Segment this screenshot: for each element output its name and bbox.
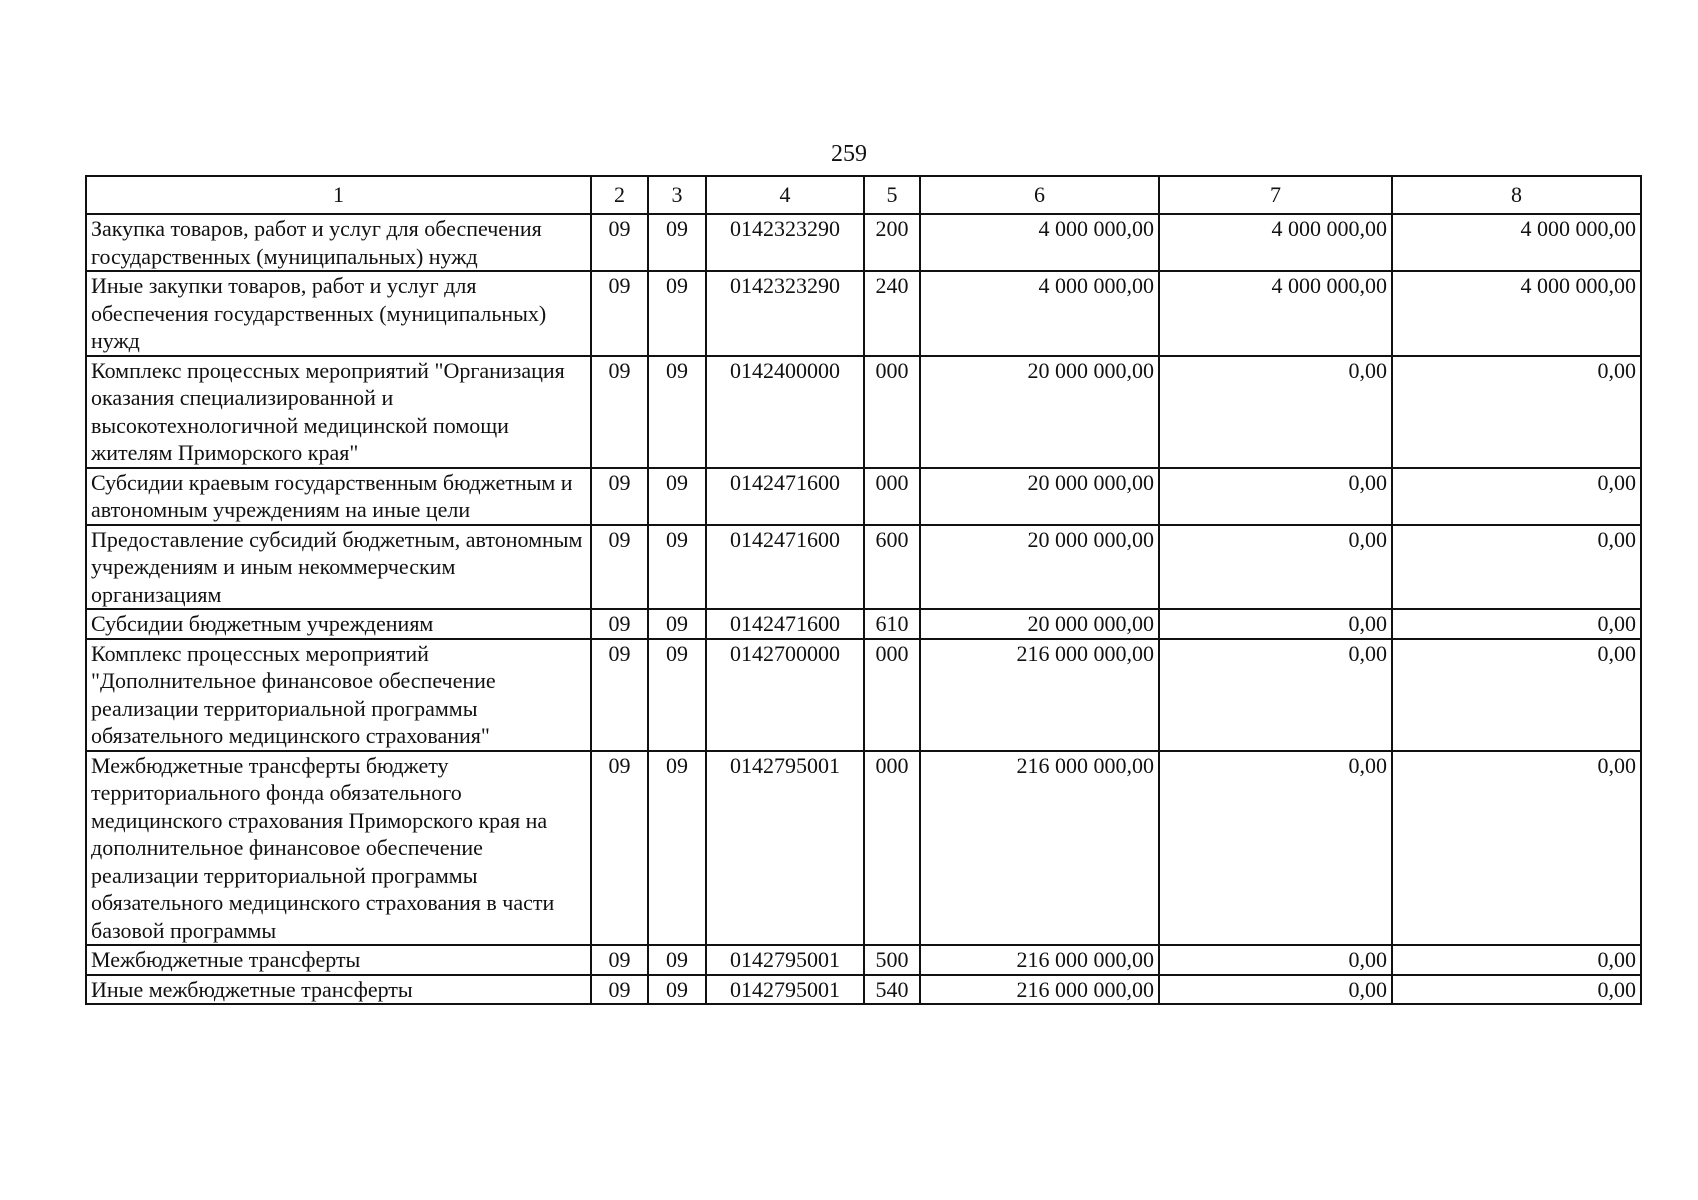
table-row: [86, 214, 1641, 271]
amount-col-7: 0,00: [1159, 609, 1392, 639]
section-code: 09: [591, 751, 648, 946]
section-code: 09: [591, 468, 648, 525]
column-header: 5: [864, 176, 920, 214]
table-row: [86, 975, 1641, 1005]
expense-type-code: 600: [864, 525, 920, 610]
column-header: 4: [706, 176, 864, 214]
row-name: Субсидии краевым государственным бюджетным и автономным учреждениям на иные цели: [86, 468, 591, 525]
target-article-code: 0142471600: [706, 525, 864, 610]
row-name: Закупка товаров, работ и услуг для обеспечения государственных (муниципальных) нужд: [86, 214, 591, 271]
amount-col-6: 4 000 000,00: [920, 271, 1159, 356]
column-header: 8: [1392, 176, 1641, 214]
page-number: 259: [831, 141, 867, 167]
expense-type-code: 610: [864, 609, 920, 639]
column-header: 1: [86, 176, 591, 214]
target-article-code: 0142323290: [706, 214, 864, 271]
section-code: 09: [591, 639, 648, 751]
amount-col-8: 0,00: [1392, 356, 1641, 468]
target-article-code: 0142700000: [706, 639, 864, 751]
section-code: 09: [591, 609, 648, 639]
amount-col-8: 0,00: [1392, 609, 1641, 639]
subsection-code: 09: [648, 975, 706, 1005]
amount-col-7: 0,00: [1159, 751, 1392, 946]
column-header: 2: [591, 176, 648, 214]
expense-type-code: 000: [864, 356, 920, 468]
target-article-code: 0142795001: [706, 751, 864, 946]
amount-col-6: 216 000 000,00: [920, 751, 1159, 946]
target-article-code: 0142471600: [706, 609, 864, 639]
table-row: [86, 945, 1641, 975]
amount-col-7: 4 000 000,00: [1159, 214, 1392, 271]
amount-col-7: 0,00: [1159, 975, 1392, 1005]
expense-type-code: 540: [864, 975, 920, 1005]
expense-type-code: 240: [864, 271, 920, 356]
subsection-code: 09: [648, 609, 706, 639]
expense-type-code: 000: [864, 751, 920, 946]
amount-col-8: 0,00: [1392, 468, 1641, 525]
amount-col-8: 4 000 000,00: [1392, 214, 1641, 271]
header-row: [86, 176, 1641, 214]
table-row: [86, 271, 1641, 356]
expense-type-code: 500: [864, 945, 920, 975]
subsection-code: 09: [648, 525, 706, 610]
amount-col-6: 216 000 000,00: [920, 975, 1159, 1005]
amount-col-6: 216 000 000,00: [920, 639, 1159, 751]
amount-col-8: 0,00: [1392, 975, 1641, 1005]
budget-table: [85, 175, 1642, 1005]
subsection-code: 09: [648, 751, 706, 946]
section-code: 09: [591, 271, 648, 356]
amount-col-7: 4 000 000,00: [1159, 271, 1392, 356]
amount-col-7: 0,00: [1159, 468, 1392, 525]
section-code: 09: [591, 945, 648, 975]
amount-col-8: 0,00: [1392, 751, 1641, 946]
amount-col-6: 20 000 000,00: [920, 609, 1159, 639]
row-name: Иные межбюджетные трансферты: [86, 975, 591, 1005]
amount-col-6: 216 000 000,00: [920, 945, 1159, 975]
amount-col-8: 0,00: [1392, 639, 1641, 751]
amount-col-7: 0,00: [1159, 525, 1392, 610]
subsection-code: 09: [648, 468, 706, 525]
section-code: 09: [591, 356, 648, 468]
amount-col-8: 0,00: [1392, 945, 1641, 975]
section-code: 09: [591, 975, 648, 1005]
subsection-code: 09: [648, 356, 706, 468]
amount-col-6: 20 000 000,00: [920, 468, 1159, 525]
section-code: 09: [591, 214, 648, 271]
column-header: 3: [648, 176, 706, 214]
column-header: 6: [920, 176, 1159, 214]
target-article-code: 0142323290: [706, 271, 864, 356]
row-name: Иные закупки товаров, работ и услуг для обеспечения государственных (муниципальных) нужд: [86, 271, 591, 356]
target-article-code: 0142795001: [706, 945, 864, 975]
amount-col-7: 0,00: [1159, 639, 1392, 751]
subsection-code: 09: [648, 214, 706, 271]
table-row: [86, 639, 1641, 751]
table-row: [86, 525, 1641, 610]
row-name: Комплекс процессных мероприятий "Дополнительное финансовое обеспечение реализации территориальной программы обязательного медицинского страхования": [86, 639, 591, 751]
subsection-code: 09: [648, 945, 706, 975]
row-name: Предоставление субсидий бюджетным, автономным учреждениям и иным некоммерческим организациям: [86, 525, 591, 610]
row-name: Межбюджетные трансферты бюджету территориального фонда обязательного медицинского страхования Приморского края на дополнительное финансовое обеспечение реализации территориальной программы обязательного медицинского страхования в части базовой программы: [86, 751, 591, 946]
subsection-code: 09: [648, 639, 706, 751]
expense-type-code: 000: [864, 468, 920, 525]
table-row: [86, 468, 1641, 525]
row-name: Комплекс процессных мероприятий "Организация оказания специализированной и высокотехнологичной медицинской помощи жителям Приморского края": [86, 356, 591, 468]
target-article-code: 0142795001: [706, 975, 864, 1005]
target-article-code: 0142471600: [706, 468, 864, 525]
expense-type-code: 200: [864, 214, 920, 271]
table-row: [86, 356, 1641, 468]
amount-col-8: 4 000 000,00: [1392, 271, 1641, 356]
amount-col-6: 20 000 000,00: [920, 525, 1159, 610]
row-name: Межбюджетные трансферты: [86, 945, 591, 975]
expense-type-code: 000: [864, 639, 920, 751]
table-row: [86, 609, 1641, 639]
table-row: [86, 751, 1641, 946]
amount-col-7: 0,00: [1159, 356, 1392, 468]
amount-col-6: 20 000 000,00: [920, 356, 1159, 468]
row-name: Субсидии бюджетным учреждениям: [86, 609, 591, 639]
section-code: 09: [591, 525, 648, 610]
amount-col-7: 0,00: [1159, 945, 1392, 975]
column-header: 7: [1159, 176, 1392, 214]
amount-col-8: 0,00: [1392, 525, 1641, 610]
subsection-code: 09: [648, 271, 706, 356]
amount-col-6: 4 000 000,00: [920, 214, 1159, 271]
target-article-code: 0142400000: [706, 356, 864, 468]
